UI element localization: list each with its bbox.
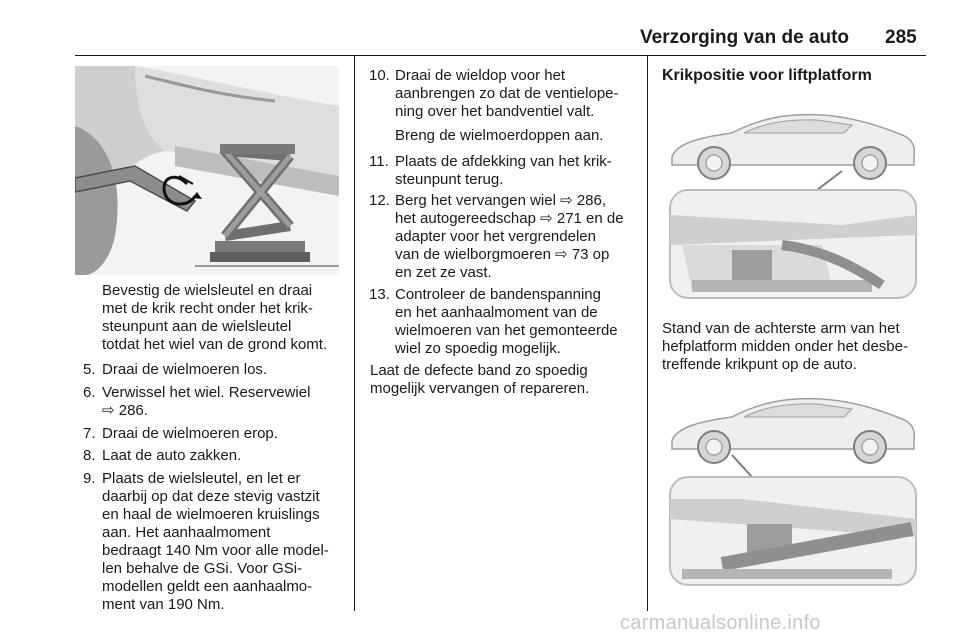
step-number: 8. xyxy=(83,447,96,464)
step-line: Draai de wielmoeren los. xyxy=(102,361,268,378)
step-line: bedraagt 140 Nm voor alle model- xyxy=(102,542,329,559)
note-line: mogelijk vervangen of repareren. xyxy=(370,380,590,397)
step-line: Verwissel het wiel. Reservewiel xyxy=(102,384,311,401)
step-line: modellen geldt een aanhaalmo- xyxy=(102,578,313,595)
para-line: Stand van de achterste arm van het xyxy=(662,320,900,337)
step-line: ning over het bandventiel valt. xyxy=(395,103,595,120)
lift-rear-illustration xyxy=(662,379,924,589)
step-number: 6. xyxy=(83,384,96,401)
step-number: 13. xyxy=(369,286,390,303)
step-line: len behalve de GSi. Voor GSi- xyxy=(102,560,303,577)
step-number: 5. xyxy=(83,361,96,378)
header-title: Verzorging van de auto xyxy=(640,27,850,48)
section-heading: Krikpositie voor liftplatform xyxy=(662,67,872,84)
page-number: 285 xyxy=(885,27,917,48)
step-number: 11. xyxy=(369,153,389,170)
step-line: en zet ze vast. xyxy=(395,264,492,281)
step-line: Plaats de afdekking van het krik- xyxy=(395,153,612,170)
step-line: van de wielborgmoeren ⇨ 73 op xyxy=(395,246,610,263)
column-divider-right xyxy=(647,56,648,611)
step-extra: Breng de wielmoerdoppen aan. xyxy=(395,127,604,144)
step-line: wielmoeren van het gemonteerde xyxy=(395,322,618,339)
caption-line: met de krik recht onder het krik- xyxy=(102,300,313,317)
lift-front-illustration xyxy=(662,95,924,305)
caption-line: steunpunt aan de wielsleutel xyxy=(102,318,292,335)
right-paragraph xyxy=(662,320,932,374)
header-rule xyxy=(75,55,926,56)
step-line: en het aanhaalmoment van de xyxy=(395,304,598,321)
step-line: en haal de wielmoeren kruislings xyxy=(102,506,320,523)
step-line: het autogereedschap ⇨ 271 en de xyxy=(395,210,624,227)
step-line: Plaats de wielsleutel, en let er xyxy=(102,470,301,487)
step-line: ment van 190 Nm. xyxy=(102,596,225,613)
step-number: 7. xyxy=(83,425,96,442)
step-line: Draai de wieldop voor het xyxy=(395,67,566,84)
caption-line: totdat het wiel van de grond komt. xyxy=(102,336,328,353)
step-line: Draai de wielmoeren erop. xyxy=(102,425,278,442)
step-line: steunpunt terug. xyxy=(395,171,504,188)
step-line: Controleer de bandenspanning xyxy=(395,286,601,303)
caption-line: Bevestig de wielsleutel en draai xyxy=(102,282,313,299)
note-line: Laat de defecte band zo spoedig xyxy=(370,362,588,379)
step-line: Berg het vervangen wiel ⇨ 286, xyxy=(395,192,607,209)
step-line: Laat de auto zakken. xyxy=(102,447,242,464)
figure-caption xyxy=(102,282,362,354)
watermark: carmanualsonline.info xyxy=(620,612,821,634)
step-number: 12. xyxy=(369,192,390,209)
step-line: wiel zo spoedig mogelijk. xyxy=(395,340,561,357)
para-line: hefplatform midden onder het desbe- xyxy=(662,338,908,355)
step-number: 9. xyxy=(83,470,96,487)
step-number: 10. xyxy=(369,67,390,84)
step-line: aanbrengen zo dat de ventielope- xyxy=(395,85,619,102)
jack-illustration xyxy=(75,66,339,275)
note-paragraph xyxy=(370,362,645,398)
step-line-ref[interactable]: ⇨ 286. xyxy=(102,402,148,419)
para-line: treffende krikpunt op de auto. xyxy=(662,356,857,373)
step-line: aan. Het aanhaalmoment xyxy=(102,524,271,541)
step-line: daarbij op dat deze stevig vastzit xyxy=(102,488,320,505)
step-line: adapter voor het vergrendelen xyxy=(395,228,596,245)
